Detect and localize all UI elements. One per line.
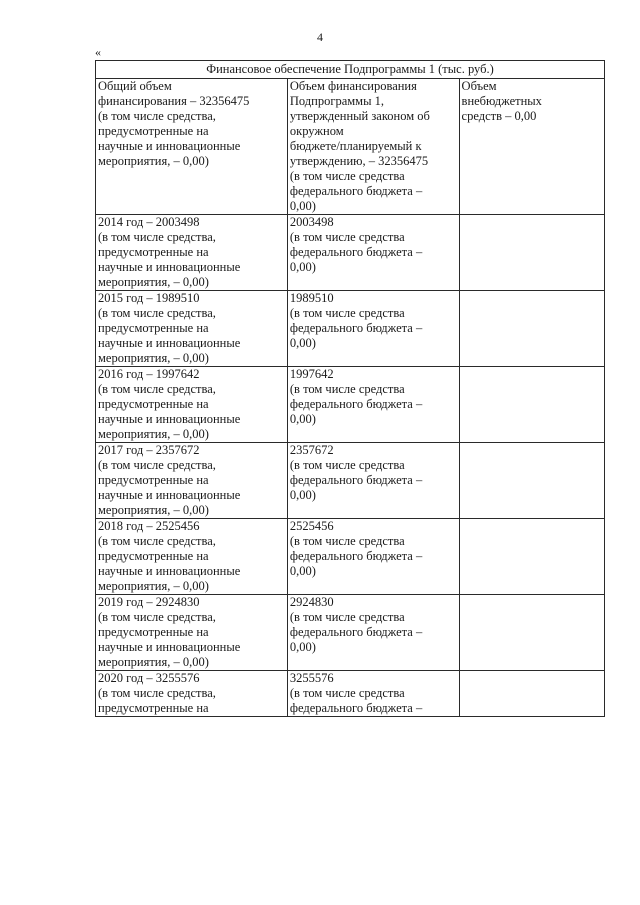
page-number: 4 — [317, 30, 323, 44]
row-total-cell: 2018 год – 2525456 (в том числе средства, предусмотренные на научные и инновационные мероприятия, – 0,00) — [96, 519, 288, 595]
row-total-cell: 2020 год – 3255576 (в том числе средства, предусмотренные на — [96, 671, 288, 717]
row-extra-budget-cell — [459, 215, 604, 291]
row-total-cell: 2015 год – 1989510 (в том числе средства, предусмотренные на научные и инновационные мероприятия, – 0,00) — [96, 291, 288, 367]
row-district-cell: 2525456 (в том числе средства федерального бюджета – 0,00) — [287, 519, 459, 595]
table-title-row — [96, 61, 605, 79]
header-total-financing: Общий объем финансирования – 32356475 (в том числе средства, предусмотренные на научные и инновационные мероприятия, – 0,00) — [96, 79, 288, 215]
table-title: Финансовое обеспечение Подпрограммы 1 (тыс. руб.) — [96, 61, 605, 79]
financing-table — [95, 60, 605, 717]
table-row — [96, 671, 605, 717]
header-extra-budget: Объем внебюджетных средств – 0,00 — [459, 79, 604, 215]
row-extra-budget-cell — [459, 595, 604, 671]
row-district-cell: 2003498 (в том числе средства федерального бюджета – 0,00) — [287, 215, 459, 291]
row-district-cell: 1989510 (в том числе средства федерального бюджета – 0,00) — [287, 291, 459, 367]
row-extra-budget-cell — [459, 367, 604, 443]
header-district-financing: Объем финансирования Подпрограммы 1, утвержденный законом об окружном бюджете/планируемый к утверждению, – 32356475 (в том числе средства федерального бюджета – 0,00) — [287, 79, 459, 215]
row-extra-budget-cell — [459, 519, 604, 595]
table-row — [96, 443, 605, 519]
row-district-cell: 2924830 (в том числе средства федерального бюджета – 0,00) — [287, 595, 459, 671]
table-row — [96, 519, 605, 595]
table-header-row — [96, 79, 605, 215]
row-extra-budget-cell — [459, 291, 604, 367]
row-extra-budget-cell — [459, 671, 604, 717]
row-total-cell: 2014 год – 2003498 (в том числе средства, предусмотренные на научные и инновационные мероприятия, – 0,00) — [96, 215, 288, 291]
table-row — [96, 595, 605, 671]
row-extra-budget-cell — [459, 443, 604, 519]
table-row — [96, 367, 605, 443]
row-district-cell: 2357672 (в том числе средства федерального бюджета – 0,00) — [287, 443, 459, 519]
row-total-cell: 2016 год – 1997642 (в том числе средства, предусмотренные на научные и инновационные мероприятия, – 0,00) — [96, 367, 288, 443]
table-row — [96, 215, 605, 291]
row-district-cell: 1997642 (в том числе средства федерального бюджета – 0,00) — [287, 367, 459, 443]
table-row — [96, 291, 605, 367]
row-total-cell: 2019 год – 2924830 (в том числе средства, предусмотренные на научные и инновационные мероприятия, – 0,00) — [96, 595, 288, 671]
opening-quote-mark: « — [95, 45, 101, 59]
row-district-cell: 3255576 (в том числе средства федерального бюджета – — [287, 671, 459, 717]
row-total-cell: 2017 год – 2357672 (в том числе средства, предусмотренные на научные и инновационные мероприятия, – 0,00) — [96, 443, 288, 519]
